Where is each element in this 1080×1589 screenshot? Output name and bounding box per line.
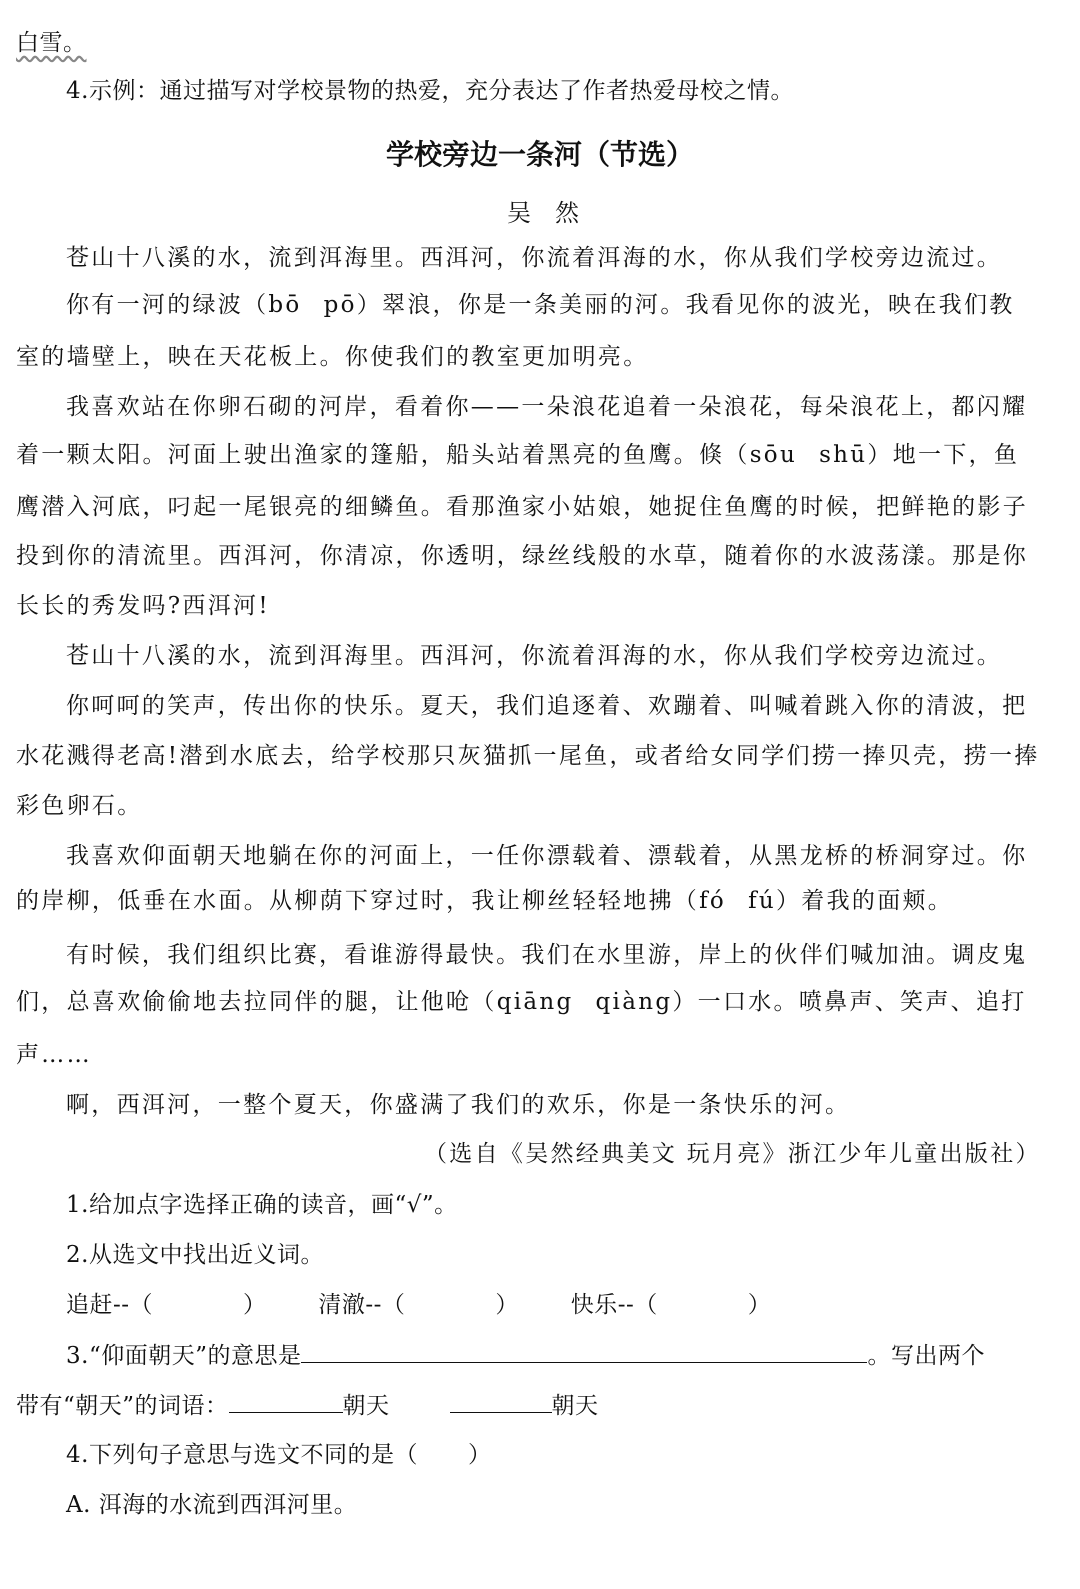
prev-answer-4: 4.示例：通过描写对学校景物的热爱，充分表达了作者热爱母校之情。 <box>66 78 794 104</box>
word-blank-1[interactable] <box>229 1390 343 1413</box>
question-3 <box>66 1340 985 1371</box>
para-line-2b: pō）翠浪，你是一条美丽的河。我看见你的波光，映在我们教 <box>323 292 1015 318</box>
para-line-8: 长长的秀发吗?西洱河! <box>16 593 270 619</box>
para-line-17: 声…… <box>16 1042 92 1068</box>
question-1: 1.给加点字选择正确的读音，画“√”。 <box>66 1192 458 1218</box>
synonym-1-close: ） <box>243 1292 267 1318</box>
para-line-1: 苍山十八溪的水，流到洱海里。西洱河，你流着洱海的水，你从我们学校旁边流过。 <box>66 245 1003 271</box>
para-line-13: 我喜欢仰面朝天地躺在你的河面上，一任你漂载着、漂载着，从黑龙桥的桥洞穿过。你 <box>66 843 1028 869</box>
question-4 <box>66 1440 491 1470</box>
para-line-14a: 的岸柳，低垂在水面。从柳荫下穿过时，我让柳丝轻轻地拂（fó <box>16 888 727 914</box>
synonym-1-label: 追赶--（ <box>66 1292 154 1318</box>
question-3-word-prompt: 带有“朝天”的词语： <box>16 1393 229 1419</box>
word-suffix-2: 朝天 <box>551 1393 599 1419</box>
source-citation: （选自《吴然经典美文 玩月亮》浙江少年儿童出版社） <box>424 1141 1041 1167</box>
para-line-3: 室的墙壁上，映在天花板上。你使我们的教室更加明亮。 <box>16 344 649 370</box>
article-author: 吴然 <box>507 199 603 227</box>
question-3-continue: 。写出两个 <box>867 1343 985 1369</box>
meaning-blank[interactable] <box>301 1340 867 1363</box>
question-3-prompt: 3.“仰面朝天”的意思是 <box>66 1343 302 1369</box>
para-line-15: 有时候，我们组织比赛，看谁游得最快。我们在水里游，岸上的伙伴们喊加油。调皮鬼 <box>66 942 1028 968</box>
question-4-close: ） <box>467 1442 492 1468</box>
word-suffix-1: 朝天 <box>342 1393 390 1419</box>
article-title: 学校旁边一条河（节选） <box>385 138 694 171</box>
para-line-2 <box>66 290 1015 320</box>
synonym-2-label: 清澈--（ <box>318 1292 406 1318</box>
para-line-6: 鹰潜入河底，叼起一尾银亮的细鳞鱼。看那渔家小姑娘，她捉住鱼鹰的时候，把鲜艳的影子 <box>16 494 1028 520</box>
para-line-16b: qiàng）一口水。喷鼻声、笑声、追打 <box>595 989 1027 1015</box>
para-line-2a: 你有一河的绿波（bō <box>66 292 302 318</box>
question-2: 2.从选文中找出近义词。 <box>66 1242 324 1268</box>
para-line-16a: 们，总喜欢偷偷地去拉同伴的腿，让他呛（qiāng <box>16 989 574 1015</box>
prev-answer-tail <box>16 28 87 58</box>
para-line-16 <box>16 987 1027 1017</box>
para-line-4: 我喜欢站在你卵石砌的河岸，看着你——一朵浪花追着一朵浪花，每朵浪花上，都闪耀 <box>66 394 1028 420</box>
para-line-5a: 着一颗太阳。河面上驶出渔家的篷船，船头站着黑亮的鱼鹰。倏（sōu <box>16 442 798 468</box>
option-a[interactable]: A. 洱海的水流到西洱河里。 <box>66 1492 358 1518</box>
word-blank-2[interactable] <box>450 1390 552 1413</box>
para-line-14 <box>16 886 953 916</box>
question-2-items <box>66 1290 771 1320</box>
para-line-18: 啊，西洱河，一整个夏天，你盛满了我们的欢乐，你是一条快乐的河。 <box>66 1092 851 1118</box>
question-3-words <box>16 1390 599 1421</box>
para-line-9: 苍山十八溪的水，流到洱海里。西洱河，你流着洱海的水，你从我们学校旁边流过。 <box>66 643 1003 669</box>
para-line-14b: fú）着我的面颊。 <box>748 888 954 914</box>
synonym-3-label: 快乐--（ <box>570 1292 658 1318</box>
synonym-3-close: ） <box>747 1292 772 1318</box>
para-line-5 <box>16 440 1019 470</box>
question-4-prompt: 4.下列句子意思与选文不同的是（ <box>66 1442 418 1468</box>
para-line-7: 投到你的清流里。西洱河，你清凉，你透明，绿丝线般的水草，随着你的水波荡漾。那是你 <box>16 543 1028 569</box>
para-line-12: 彩色卵石。 <box>16 793 143 819</box>
prev-tail-text: 白雪。 <box>16 30 87 56</box>
synonym-2-close: ） <box>495 1292 519 1318</box>
para-line-10: 你呵呵的笑声，传出你的快乐。夏天，我们追逐着、欢蹦着、叫喊着跳入你的清波，把 <box>66 693 1028 719</box>
para-line-11: 水花溅得老高!潜到水底去，给学校那只灰猫抓一尾鱼，或者给女同学们捞一捧贝壳，捞一捧 <box>16 743 1040 769</box>
para-line-5b: shū）地一下，鱼 <box>819 442 1020 468</box>
